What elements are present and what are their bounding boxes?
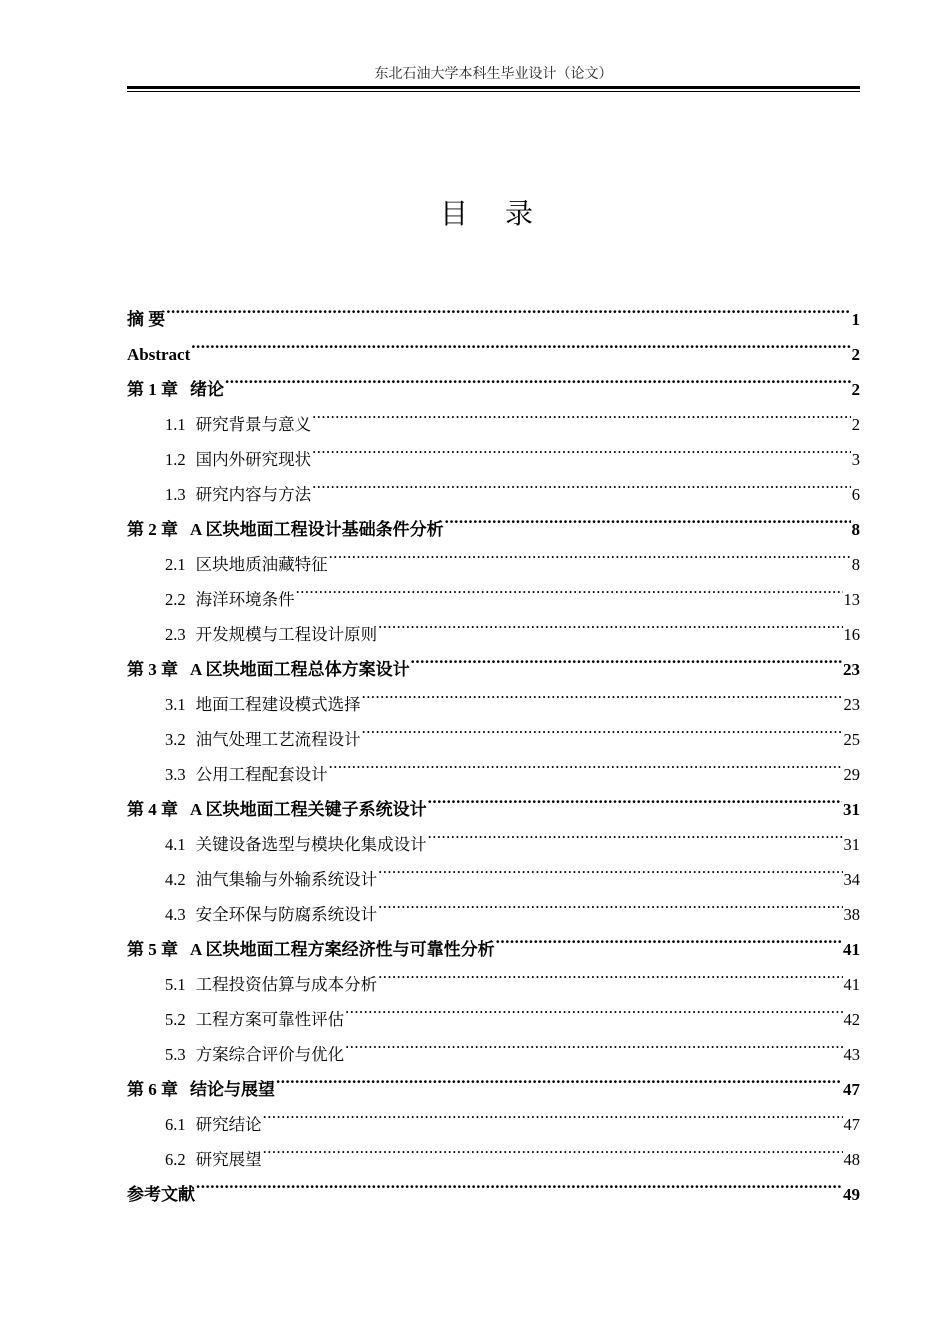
toc-entry-label: A 区块地面工程关键子系统设计 xyxy=(190,800,427,819)
page-header: 东北石油大学本科生毕业设计（论文） xyxy=(374,67,613,82)
toc-page-number: 38 xyxy=(843,905,860,924)
toc-entry-number: 5.2 xyxy=(165,1010,186,1029)
toc-entry-label: 绪论 xyxy=(190,380,224,399)
toc-entry-label: 地面工程建设模式选择 xyxy=(195,695,361,714)
toc-entry-label: 摘 要 xyxy=(127,310,166,329)
toc-dot-leader xyxy=(329,535,851,570)
toc-dot-leader xyxy=(276,1060,842,1095)
toc-page-number: 6 xyxy=(851,485,860,504)
toc-dot-leader xyxy=(345,990,842,1025)
toc-entry-number: 1.2 xyxy=(165,450,186,469)
toc-page-number: 16 xyxy=(843,625,860,644)
toc-entry-label: 工程方案可靠性评估 xyxy=(195,1010,345,1029)
toc-entry-label: 研究展望 xyxy=(195,1150,262,1169)
toc-page-number: 41 xyxy=(843,940,860,959)
toc-dot-leader xyxy=(362,675,843,710)
toc-dot-leader xyxy=(225,360,851,395)
toc-page-number: 31 xyxy=(843,835,860,854)
toc-chapter-entry[interactable] xyxy=(127,360,860,399)
toc-entry-label: 油气集输与外输系统设计 xyxy=(195,870,378,889)
toc-chapter-entry[interactable] xyxy=(127,1165,860,1204)
toc-page-number: 31 xyxy=(843,800,860,819)
toc-entry-label: A 区块地面工程总体方案设计 xyxy=(190,660,410,679)
toc-entry-label: 方案综合评价与优化 xyxy=(195,1045,345,1064)
table-of-contents xyxy=(127,290,860,1204)
toc-entry-label: 油气处理工艺流程设计 xyxy=(195,730,361,749)
toc-dot-leader xyxy=(378,885,842,920)
toc-entry-number: 4.1 xyxy=(165,835,186,854)
toc-entry-label: 研究结论 xyxy=(195,1115,262,1134)
toc-dot-leader xyxy=(345,1025,842,1060)
toc-dot-leader xyxy=(263,1095,843,1130)
toc-dot-leader xyxy=(166,290,850,325)
toc-entry-number: 5.3 xyxy=(165,1045,186,1064)
toc-page-number: 23 xyxy=(843,695,860,714)
toc-entry-label: 国内外研究现状 xyxy=(195,450,312,469)
toc-page-number: 41 xyxy=(843,975,860,994)
toc-entry-label: 研究内容与方法 xyxy=(195,485,312,504)
toc-entry-label: 工程投资估算与成本分析 xyxy=(195,975,378,994)
toc-page-number: 2 xyxy=(851,345,860,364)
toc-dot-leader xyxy=(329,745,843,780)
toc-entry-number: 4.2 xyxy=(165,870,186,889)
toc-entry-number: 6.1 xyxy=(165,1115,186,1134)
toc-dot-leader xyxy=(378,955,842,990)
toc-dot-leader xyxy=(496,920,842,955)
toc-page-number: 48 xyxy=(843,1150,860,1169)
toc-entry-number: 第 2 章 xyxy=(127,520,178,539)
toc-dot-leader xyxy=(378,605,842,640)
toc-entry-number: 5.1 xyxy=(165,975,186,994)
toc-entry-number: 2.1 xyxy=(165,555,186,574)
toc-page-number: 49 xyxy=(843,1185,860,1204)
toc-entry-number: 3.1 xyxy=(165,695,186,714)
toc-dot-leader xyxy=(362,710,843,745)
toc-title: 目 录 xyxy=(440,197,547,230)
toc-entry-number: 第 4 章 xyxy=(127,800,178,819)
toc-page-number: 25 xyxy=(843,730,860,749)
toc-entry-number: 第 3 章 xyxy=(127,660,178,679)
toc-entry-number: 1.3 xyxy=(165,485,186,504)
toc-section-entry[interactable] xyxy=(127,395,860,434)
toc-page-number: 34 xyxy=(843,870,860,889)
toc-page-number: 2 xyxy=(851,415,860,434)
toc-entry-label: 结论与展望 xyxy=(190,1080,275,1099)
toc-dot-leader xyxy=(191,325,850,360)
toc-dot-leader xyxy=(445,500,851,535)
toc-entry-label: 安全环保与防腐系统设计 xyxy=(195,905,378,924)
toc-page-number: 43 xyxy=(843,1045,860,1064)
toc-page-number: 42 xyxy=(843,1010,860,1029)
toc-page-number: 13 xyxy=(843,590,860,609)
toc-entry-label: 研究背景与意义 xyxy=(195,415,312,434)
toc-dot-leader xyxy=(196,1165,842,1200)
toc-entry-label: A 区块地面工程设计基础条件分析 xyxy=(190,520,444,539)
toc-entry-label: 开发规模与工程设计原则 xyxy=(195,625,378,644)
toc-page-number: 23 xyxy=(843,660,860,679)
toc-page-number: 47 xyxy=(843,1080,860,1099)
toc-page-number: 2 xyxy=(851,380,860,399)
toc-entry-label: Abstract xyxy=(127,345,191,364)
toc-page-number: 8 xyxy=(851,520,860,539)
toc-entry-label: 公用工程配套设计 xyxy=(195,765,328,784)
header-rule-thin xyxy=(127,91,860,92)
toc-chapter-entry[interactable] xyxy=(127,290,860,329)
toc-dot-leader xyxy=(428,815,843,850)
toc-entry-label: 关键设备选型与模块化集成设计 xyxy=(195,835,427,854)
toc-entry-number: 第 1 章 xyxy=(127,380,178,399)
toc-entry-number: 2.3 xyxy=(165,625,186,644)
toc-dot-leader xyxy=(296,570,843,605)
toc-dot-leader xyxy=(378,850,842,885)
toc-entry-number: 2.2 xyxy=(165,590,186,609)
toc-chapter-entry[interactable] xyxy=(127,325,860,364)
toc-page-number: 8 xyxy=(851,555,860,574)
toc-page-number: 29 xyxy=(843,765,860,784)
toc-dot-leader xyxy=(263,1130,843,1165)
toc-dot-leader xyxy=(312,430,851,465)
toc-dot-leader xyxy=(428,780,842,815)
toc-entry-number: 4.3 xyxy=(165,905,186,924)
toc-entry-label: A 区块地面工程方案经济性与可靠性分析 xyxy=(190,940,495,959)
toc-page-number: 47 xyxy=(843,1115,860,1134)
toc-dot-leader xyxy=(312,465,851,500)
toc-entry-number: 第 6 章 xyxy=(127,1080,178,1099)
toc-entry-number: 1.1 xyxy=(165,415,186,434)
toc-dot-leader xyxy=(312,395,851,430)
toc-entry-label: 海洋环境条件 xyxy=(195,590,295,609)
toc-page-number: 3 xyxy=(851,450,860,469)
toc-entry-number: 3.3 xyxy=(165,765,186,784)
toc-page-number: 1 xyxy=(851,310,860,329)
toc-entry-number: 第 5 章 xyxy=(127,940,178,959)
toc-entry-label: 区块地质油藏特征 xyxy=(195,555,328,574)
toc-entry-label: 参考文献 xyxy=(127,1185,195,1204)
toc-dot-leader xyxy=(411,640,842,675)
toc-entry-number: 6.2 xyxy=(165,1150,186,1169)
toc-entry-number: 3.2 xyxy=(165,730,186,749)
header-rule-thick xyxy=(127,86,860,89)
